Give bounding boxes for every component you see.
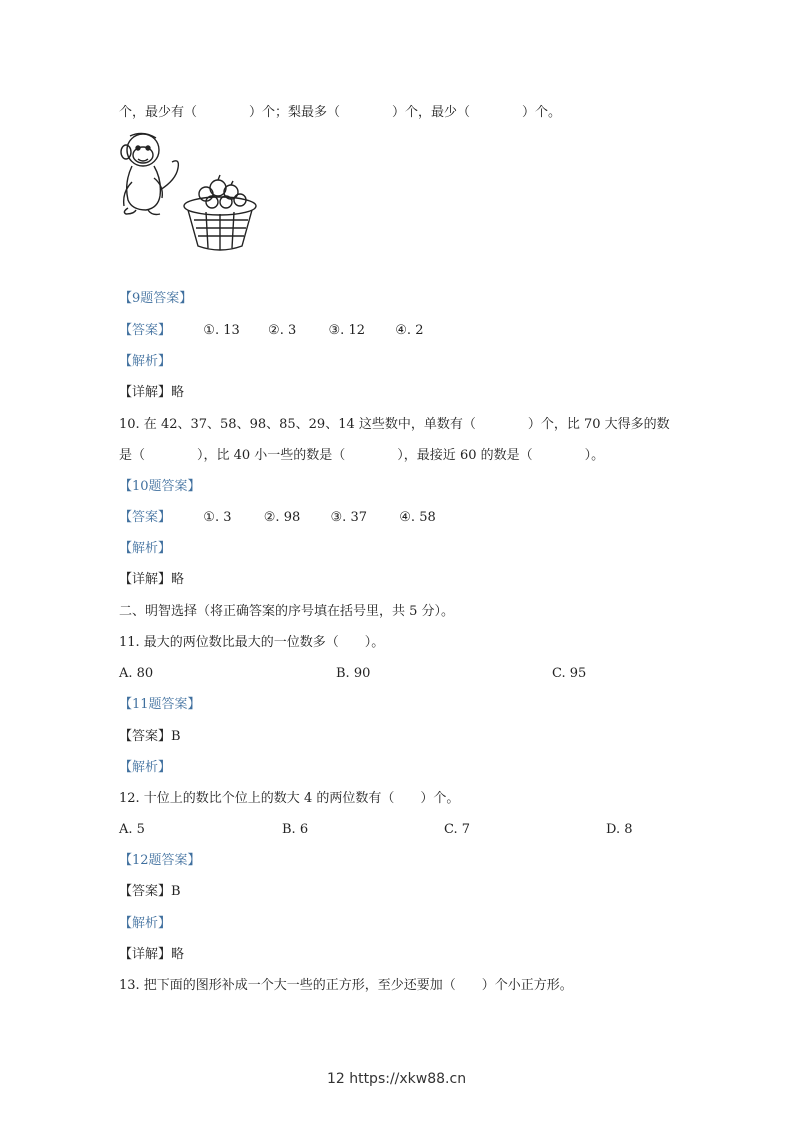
- q9-analysis-label: 【解析】: [119, 354, 172, 369]
- answer-item: ④. 2: [395, 323, 424, 338]
- q10-question-line1: 10. 在 42、37、58、98、85、29、14 这些数中，单数有（ ）个，比 70 大得多的数: [119, 417, 670, 432]
- detail-label: 【详解】: [119, 947, 172, 962]
- answer-item: ④. 58: [399, 510, 436, 525]
- q12-option-a: A. 5: [119, 822, 145, 837]
- q11-option-c: C. 95: [552, 666, 587, 681]
- q13-question: 13. 把下面的图形补成一个大一些的正方形，至少还要加（ ）个小正方形。: [119, 978, 573, 993]
- detail-label: 【详解】: [119, 572, 172, 587]
- q12-option-b: B. 6: [282, 822, 309, 837]
- section-2-heading: 二、明智选择（将正确答案的序号填在括号里，共 5 分）。: [119, 604, 455, 619]
- q12-option-c: C. 7: [444, 822, 471, 837]
- question-8-continuation: 个，最少有（ ）个；梨最多（ ）个，最少（ ）个。: [119, 105, 562, 120]
- q11-question: 11. 最大的两位数比最大的一位数多（ ）。: [119, 635, 385, 650]
- answer-item: ③. 37: [330, 510, 367, 525]
- monkey-with-fruit-basket-illustration: [118, 128, 260, 256]
- q10-answer-header: 【10题答案】: [119, 479, 201, 494]
- answer-item: ②. 98: [263, 510, 301, 525]
- q9-detail: [119, 384, 184, 402]
- q12-detail: [119, 946, 184, 964]
- answer-item: ②. 3: [268, 323, 297, 338]
- q12-answer-header: 【12题答案】: [119, 853, 201, 868]
- q12-analysis-label: 【解析】: [119, 916, 172, 931]
- q12-answer: 【答案】B: [119, 884, 181, 899]
- answer-label: 【答案】: [119, 323, 172, 338]
- detail-text: 略: [171, 385, 185, 400]
- detail-text: 略: [171, 572, 185, 587]
- q11-option-b: B. 90: [336, 666, 371, 681]
- page-footer: 12 https://xkw88.cn: [326, 1071, 467, 1087]
- detail-label: 【详解】: [119, 385, 172, 400]
- q11-answer: 【答案】B: [119, 729, 181, 744]
- q11-analysis-label: 【解析】: [119, 760, 172, 775]
- q11-answer-header: 【11题答案】: [119, 697, 201, 712]
- q11-option-a: A. 80: [119, 666, 154, 681]
- detail-text: 略: [171, 947, 185, 962]
- answer-item: ③. 12: [328, 323, 365, 338]
- q9-answer-header: 【9题答案】: [119, 291, 193, 306]
- q10-detail: [119, 571, 184, 589]
- q10-answer-line: [119, 509, 436, 527]
- answer-label: 【答案】: [119, 510, 172, 525]
- q12-question: 12. 十位上的数比个位上的数大 4 的两位数有（ ）个。: [119, 791, 460, 806]
- q12-option-d: D. 8: [606, 822, 633, 837]
- q10-analysis-label: 【解析】: [119, 541, 172, 556]
- answer-item: ①. 13: [203, 323, 240, 338]
- q10-question-line2: 是（ ），比 40 小一些的数是（ ），最接近 60 的数是（ ）。: [119, 448, 605, 463]
- q9-answer-line: [119, 322, 423, 340]
- answer-item: ①. 3: [203, 510, 232, 525]
